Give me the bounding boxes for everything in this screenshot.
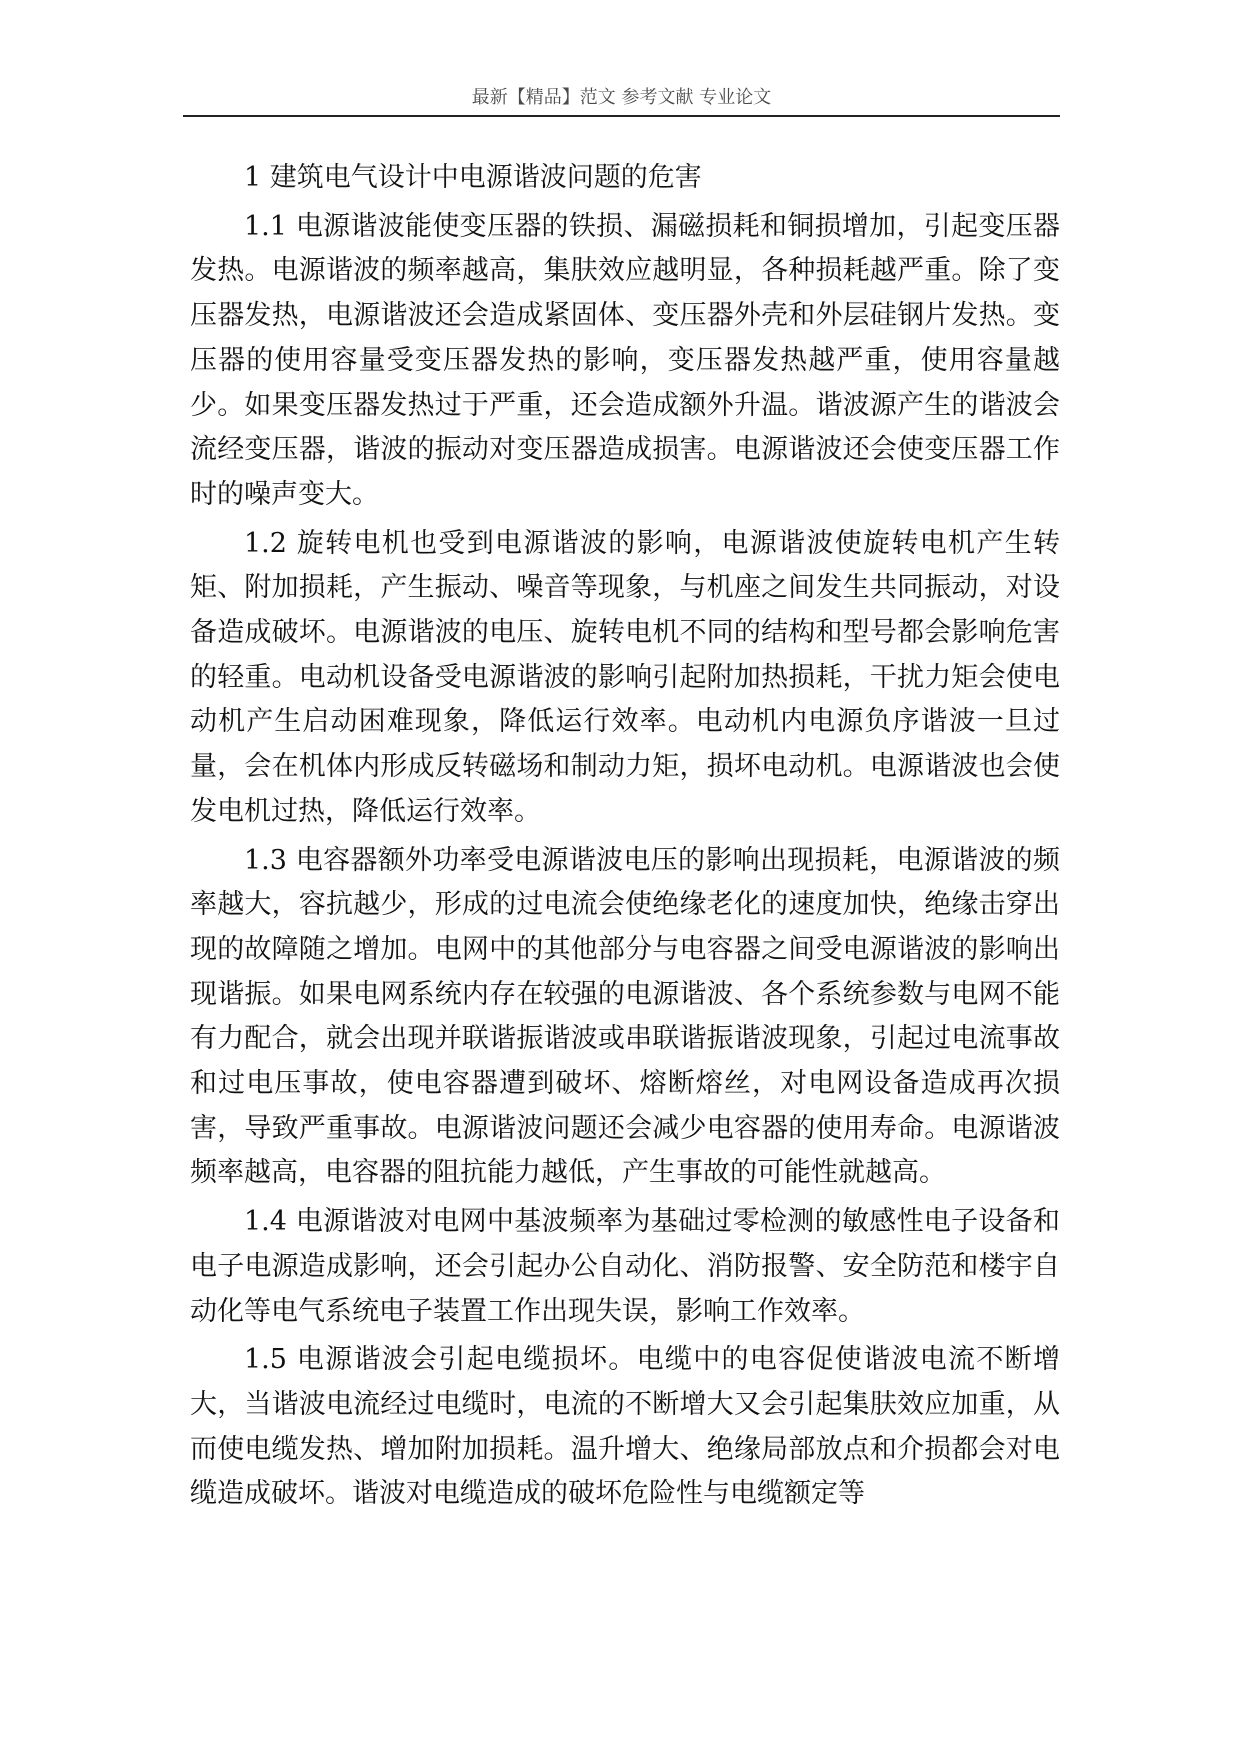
page-header: 最新【精品】范文 参考文献 专业论文 <box>471 87 772 108</box>
paragraph-1-4: 1.4 电源谐波对电网中基波频率为基础过零检测的敏感性电子设备和电子电源造成影响，还会引起办公自动化、消防报警、安全防范和楼宇自动化等电气系统电子装置工作出现失误，影响工作效率。 <box>190 1206 1060 1327</box>
paragraph-1-2: 1.2 旋转电机也受到电源谐波的影响，电源谐波使旋转电机产生转矩、附加损耗，产生振动、噪音等现象，与机座之间发生共同振动，对设备造成破坏。电源谐波的电压、旋转电机不同的结构和型号都会影响危害的轻重。电动机设备受电源谐波的影响引起附加热损耗，干扰力矩会使电动机产生启动困难现象，降低运行效率。电动机内电源负序谐波一旦过量，会在机体内形成反转磁场和制动力矩，损坏电动机。电源谐波也会使发电机过热，降低运行效率。 <box>190 527 1060 827</box>
document-body <box>190 156 1060 1517</box>
paragraph-1-3: 1.3 电容器额外功率受电源谐波电压的影响出现损耗，电源谐波的频率越大，容抗越少，形成的过电流会使绝缘老化的速度加快，绝缘击穿出现的故障随之增加。电网中的其他部分与电容器之间受电源谐波的影响出现谐振。如果电网系统内存在较强的电源谐波、各个系统参数与电网不能有力配合，就会出现并联谐振谐波或串联谐振谐波现象，引起过电流事故和过电压事故，使电容器遭到破坏、熔断熔丝，对电网设备造成再次损害，导致严重事故。电源谐波问题还会减少电容器的使用寿命。电源谐波频率越高，电容器的阻抗能力越低，产生事故的可能性就越高。 <box>190 844 1060 1189</box>
section-heading: 1 建筑电气设计中电源谐波问题的危害 <box>244 162 702 193</box>
header-divider <box>183 115 1060 117</box>
paragraph-1-1: 1.1 电源谐波能使变压器的铁损、漏磁损耗和铜损增加，引起变压器发热。电源谐波的频率越高，集肤效应越明显，各种损耗越严重。除了变压器发热，电源谐波还会造成紧固体、变压器外壳和外层硅钢片发热。变压器的使用容量受变压器发热的影响，变压器发热越严重，使用容量越少。如果变压器发热过于严重，还会造成额外升温。谐波源产生的谐波会流经变压器，谐波的振动对变压器造成损害。电源谐波还会使变压器工作时的噪声变大。 <box>190 210 1060 510</box>
paragraph-1-5: 1.5 电源谐波会引起电缆损坏。电缆中的电容促使谐波电流不断增大，当谐波电流经过电缆时，电流的不断增大又会引起集肤效应加重，从而使电缆发热、增加附加损耗。温升增大、绝缘局部放点和介损都会对电缆造成破坏。谐波对电缆造成的破坏危险性与电缆额定等 <box>190 1344 1060 1510</box>
